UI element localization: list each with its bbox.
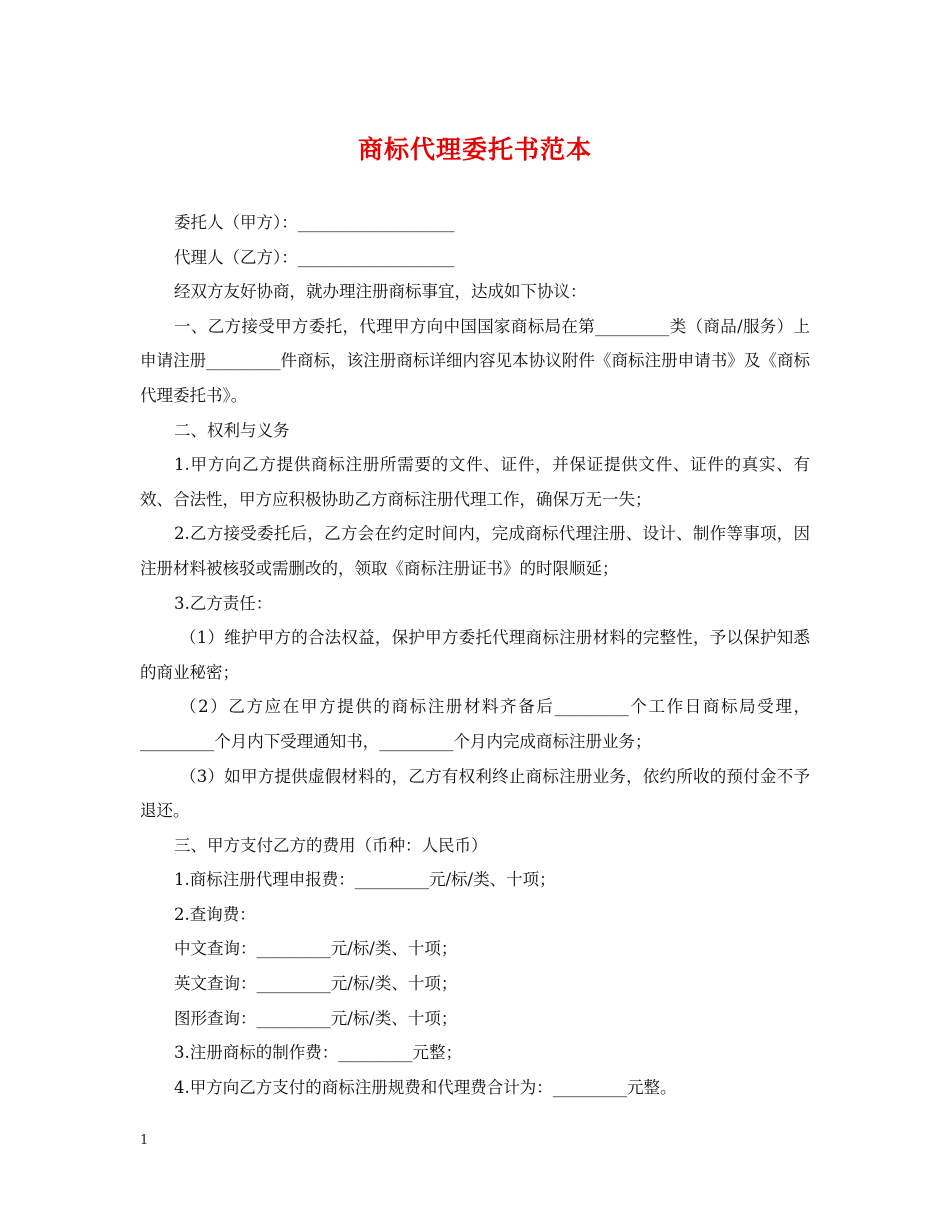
paragraph-agent: 代理人（乙方）：___________________: [174, 247, 455, 267]
paragraph-duty-3: （3）如甲方提供虚假材料的，乙方有权利终止商标注册业务，依约所收的预付金不予退还。: [140, 766, 810, 821]
paragraph-fee-english: 英文查询：_________元/标/类、十项；: [174, 974, 458, 994]
paragraph-principal: 委托人（甲方）：___________________: [174, 213, 455, 232]
paragraph-section-1: 一、乙方接受甲方委托，代理甲方向中国国家商标局在第_________类（商品/服务）上申请注册_________件商标，该注册商标详细内容见本协议附件《商标注册申请书》及《商标代理委托书》。: [140, 316, 810, 405]
paragraph-duty-1: （1）维护甲方的合法权益，保护甲方委托代理商标注册材料的完整性，予以保护知悉的商业秘密；: [140, 628, 810, 682]
paragraph-fee-2: 2.查询费：: [174, 904, 256, 924]
paragraph-rights-2: 2.乙方接受委托后，乙方会在约定时间内，完成商标代理注册、设计、制作等事项，因注册材料被核驳或需删改的，领取《商标注册证书》的时限顺延；: [140, 524, 810, 578]
paragraph-duty-2: （2）乙方应在甲方提供的商标注册材料齐备后_________个工作日商标局受理，_________个月内下受理通知书，_________个月内完成商标注册业务；: [140, 697, 810, 751]
paragraph-fee-graphic: 图形查询：_________元/标/类、十项；: [174, 1008, 458, 1028]
document-body: [140, 206, 810, 1105]
paragraph-fee-1: 1.商标注册代理申报费：_________元/标/类、十项；: [174, 870, 556, 890]
paragraph-agreement-intro: 经双方友好协商，就办理注册商标事宜，达成如下协议：: [174, 282, 587, 302]
paragraph-fee-chinese: 中文查询：_________元/标/类、十项；: [174, 939, 458, 959]
heading-fees: 三、甲方支付乙方的费用（币种：人民币）: [174, 835, 488, 855]
paragraph-rights-3: 3.乙方责任：: [174, 593, 273, 613]
paragraph-fee-4: 4.甲方向乙方支付的商标注册规费和代理费合计为：_________元整。: [174, 1077, 677, 1097]
heading-rights-obligations: 二、权利与义务: [174, 420, 290, 440]
paragraph-fee-3: 3.注册商标的制作费：_________元整；: [174, 1043, 462, 1063]
page-number: 1: [140, 1133, 149, 1148]
document-title: 商标代理委托书范本: [357, 135, 592, 164]
paragraph-rights-1: 1.甲方向乙方提供商标注册所需要的文件、证件，并保证提供文件、证件的真实、有效、合法性，甲方应积极协助乙方商标注册代理工作，确保万无一失；: [140, 455, 810, 509]
